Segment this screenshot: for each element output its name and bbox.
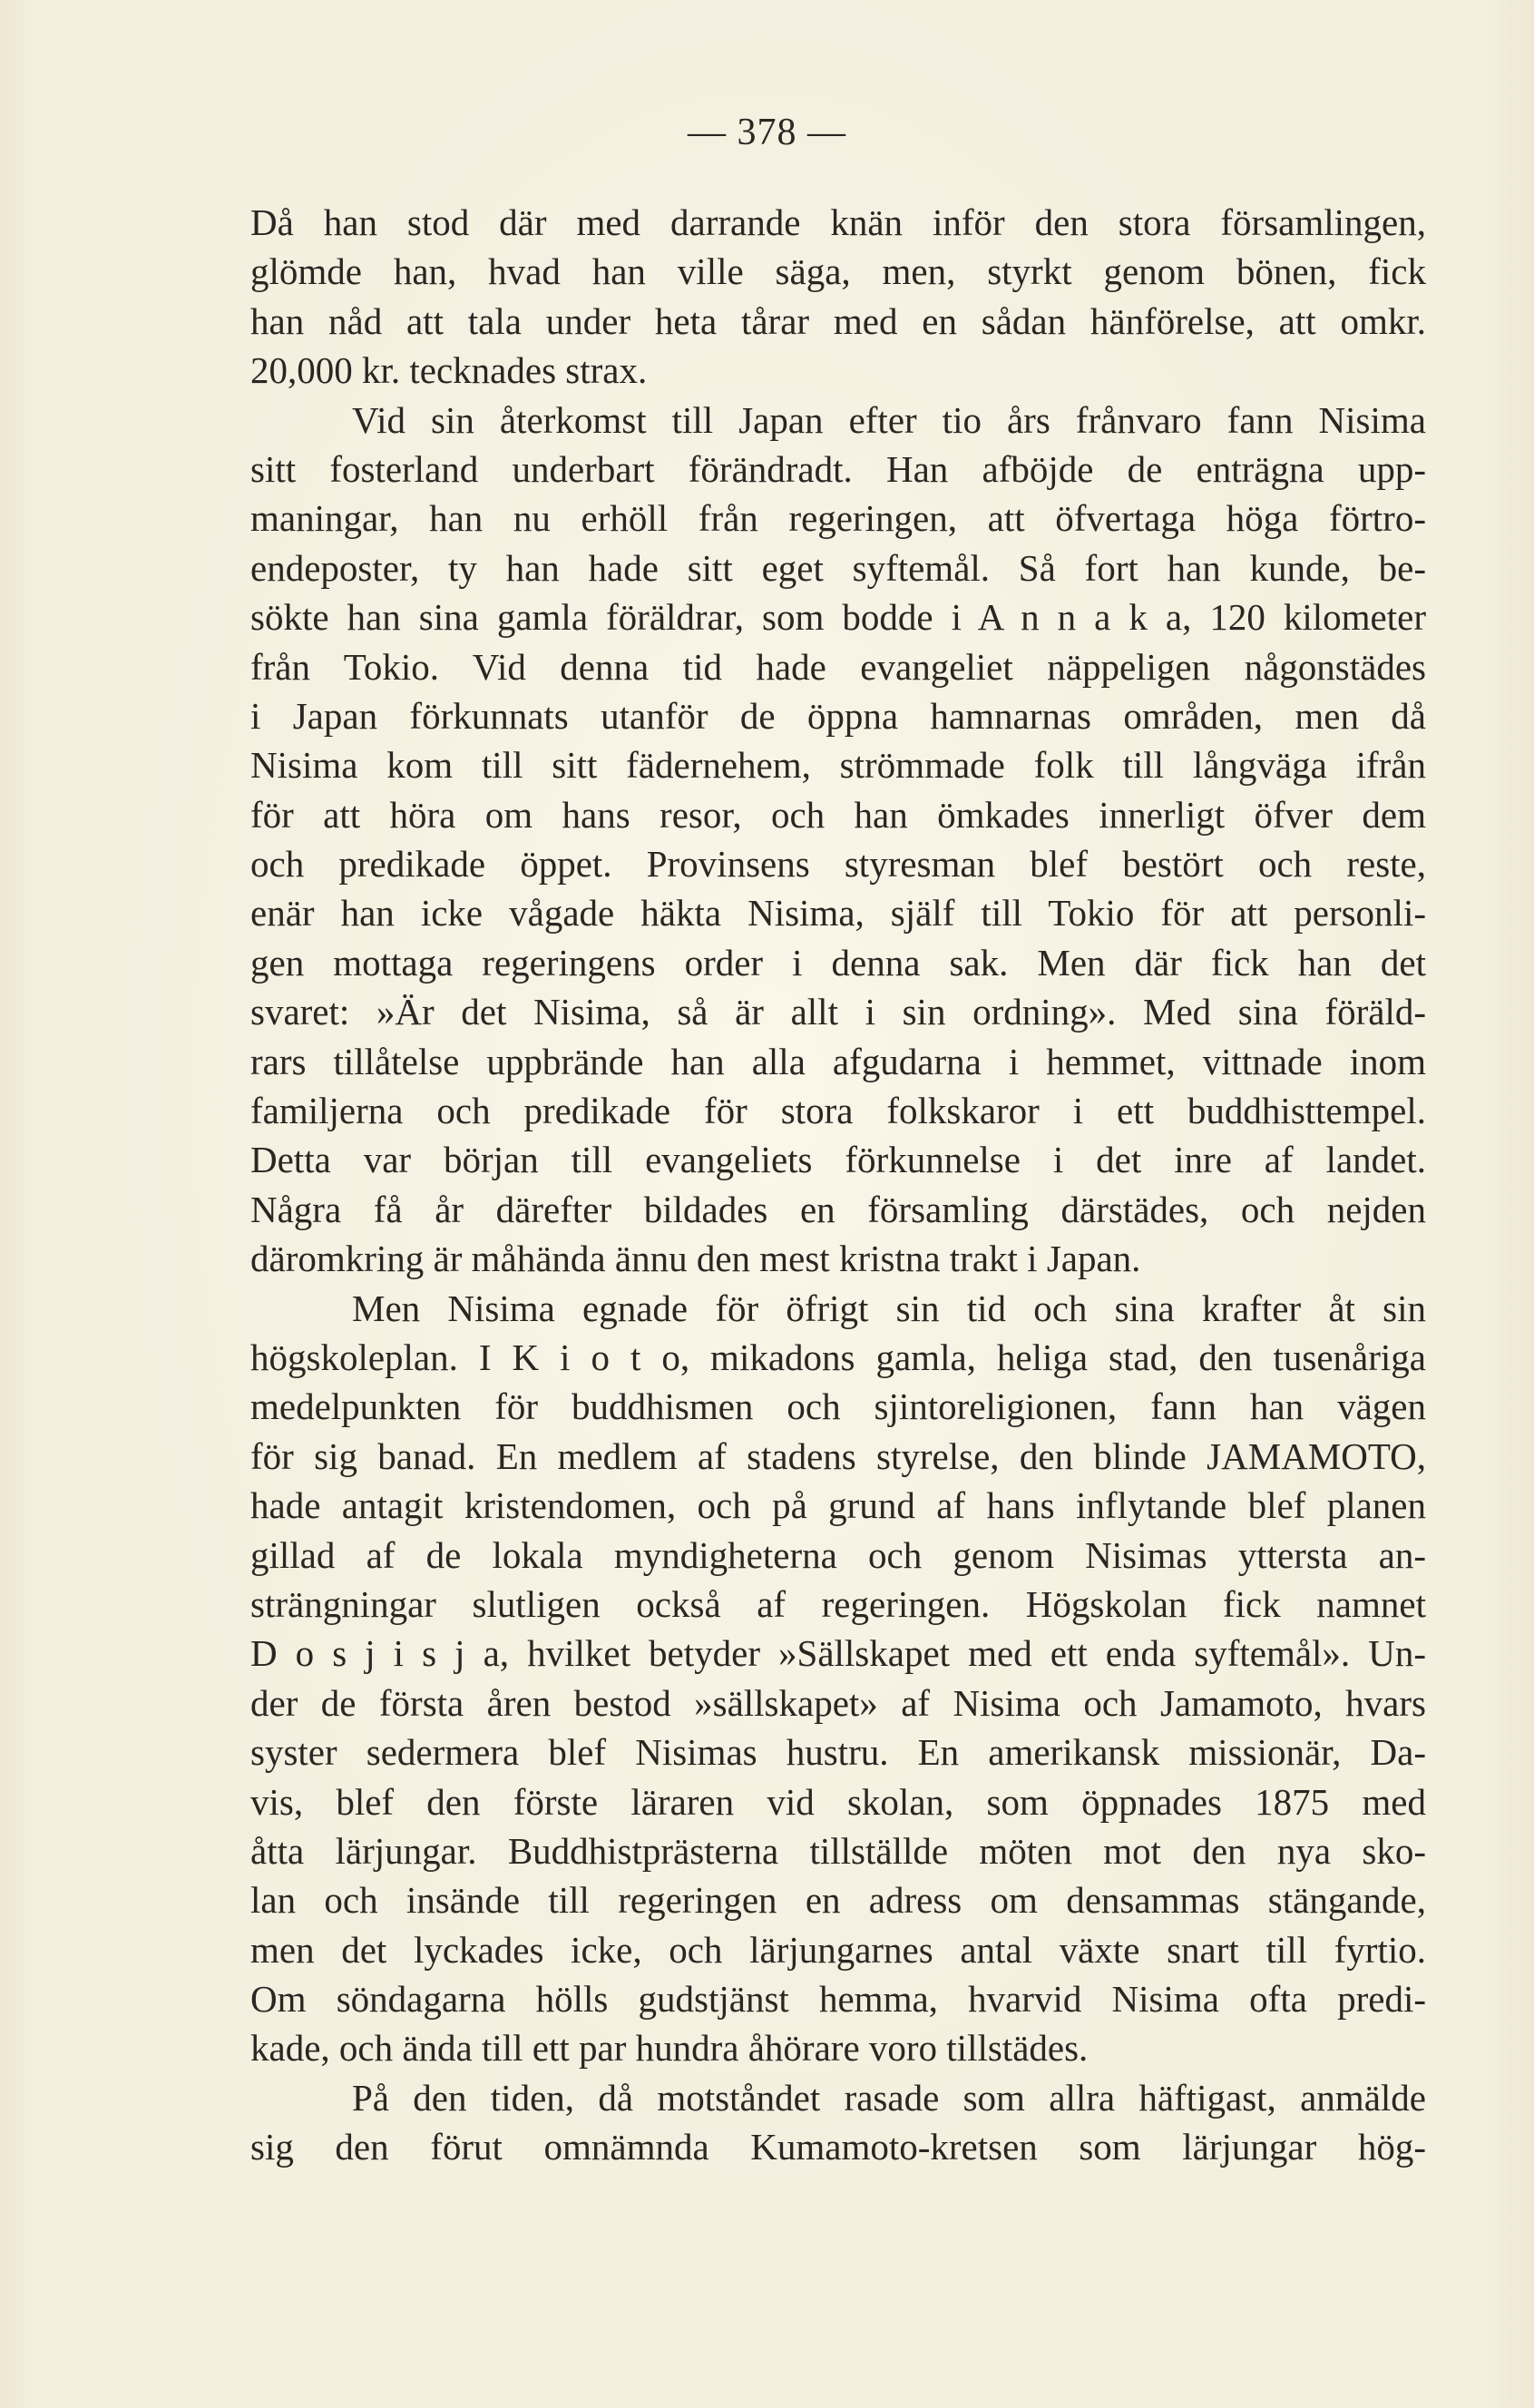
text-line: hade antagit kristendomen, och på grund af hans inflytande blef planen (250, 1484, 1426, 1527)
text-line: åtta lärjungar. Buddhistprästerna tillställde möten mot den nya sko- (250, 1829, 1426, 1872)
text-line: lan och insände till regeringen en adress om densammas stängande, (250, 1879, 1426, 1922)
text-line: rars tillåtelse uppbrände han alla afgudarna i hemmet, vittnade inom (250, 1040, 1426, 1082)
text-line: sökte han sina gamla föräldrar, som bodde i A n n a k a, 120 kilometer (250, 596, 1426, 639)
text-line: Nisima kom till sitt fädernehem, strömmade folk till långväga ifrån (250, 744, 1426, 787)
text-line: för sig banad. En medlem af stadens styrelse, den blinde JAMAMOTO, (250, 1434, 1426, 1477)
text-line: strängningar slutligen också af regeringen. Högskolan fick namnet (250, 1582, 1426, 1625)
text-line: kade, och ända till ett par hundra åhörare voro tillstädes. (250, 2027, 1089, 2070)
text-line: han nåd att tala under heta tårar med en sådan hänförelse, att omkr. (250, 299, 1426, 342)
body-text (250, 198, 1426, 2172)
text-line: högskoleplan. I K i o t o, mikadons gamla, heliga stad, den tusenåriga (250, 1336, 1426, 1378)
text-line: syster sedermera blef Nisimas hustru. En amerikansk missionär, Da- (250, 1731, 1426, 1774)
page-number: — 378 — (688, 112, 846, 153)
text-line: Om söndagarna hölls gudstjänst hemma, hvarvid Nisima ofta predi- (250, 1978, 1426, 2021)
text-line: endeposter, ty han hade sitt eget syftemål. Så fort han kunde, be- (250, 546, 1426, 589)
text-line: D o s j i s j a, hvilket betyder »Sällskapet med ett enda syftemål». Un- (250, 1632, 1426, 1675)
text-line: Detta var början till evangeliets förkunnelse i det inre af landet. (250, 1139, 1426, 1181)
text-line: gen mottaga regeringens order i denna sak. Men där fick han det (250, 941, 1426, 984)
text-line: för att höra om hans resor, och han ömkades innerligt öfver dem (250, 793, 1426, 836)
text-line: der de första åren bestod »sällskapet» af Nisima och Jamamoto, hvars (250, 1681, 1426, 1724)
text-line: svaret: »Är det Nisima, så är allt i sin ordning». Med sina föräld- (250, 991, 1426, 1033)
text-line: På den tiden, då motståndet rasade som allra häftigast, anmälde (352, 2076, 1426, 2119)
text-line: 20,000 kr. tecknades strax. (250, 349, 648, 392)
text-line: maningar, han nu erhöll från regeringen, att öfvertaga höga förtro- (250, 497, 1426, 540)
text-line: Vid sin återkomst till Japan efter tio års frånvaro fann Nisima (352, 398, 1426, 441)
text-line: sitt fosterland underbart förändradt. Han afböjde de enträgna upp- (250, 447, 1426, 490)
text-line: Men Nisima egnade för öfrigt sin tid och sina krafter åt sin (352, 1287, 1426, 1329)
text-line: och predikade öppet. Provinsens styresman blef bestört och reste, (250, 843, 1426, 886)
text-line: sig den förut omnämnda Kumamoto-kretsen som lärjungar hög- (250, 2126, 1426, 2168)
text-line: i Japan förkunnats utanför de öppna hamnarnas områden, men då (250, 694, 1426, 737)
text-line: men det lyckades icke, och lärjungarnes antal växte snart till fyrtio. (250, 1928, 1426, 1971)
text-line: familjerna och predikade för stora folkskaror i ett buddhisttempel. (250, 1090, 1426, 1132)
text-line: gillad af de lokala myndigheterna och genom Nisimas yttersta an- (250, 1533, 1426, 1576)
text-line: däromkring är måhända ännu den mest kristna trakt i Japan. (250, 1238, 1141, 1280)
text-line: från Tokio. Vid denna tid hade evangeliet näppeligen någonstädes (250, 645, 1426, 688)
text-line: vis, blef den förste läraren vid skolan, som öppnades 1875 med (250, 1780, 1426, 1823)
text-line: enär han icke vågade häkta Nisima, själf till Tokio för att personli- (250, 892, 1426, 935)
text-line: Några få år därefter bildades en församling därstädes, och nejden (250, 1188, 1426, 1230)
text-line: Då han stod där med darrande knän inför den stora församlingen, (250, 201, 1426, 243)
text-line: glömde han, hvad han ville säga, men, styrkt genom bönen, fick (250, 250, 1426, 293)
text-line: medelpunkten för buddhismen och sjintoreligionen, fann han vägen (250, 1385, 1426, 1428)
